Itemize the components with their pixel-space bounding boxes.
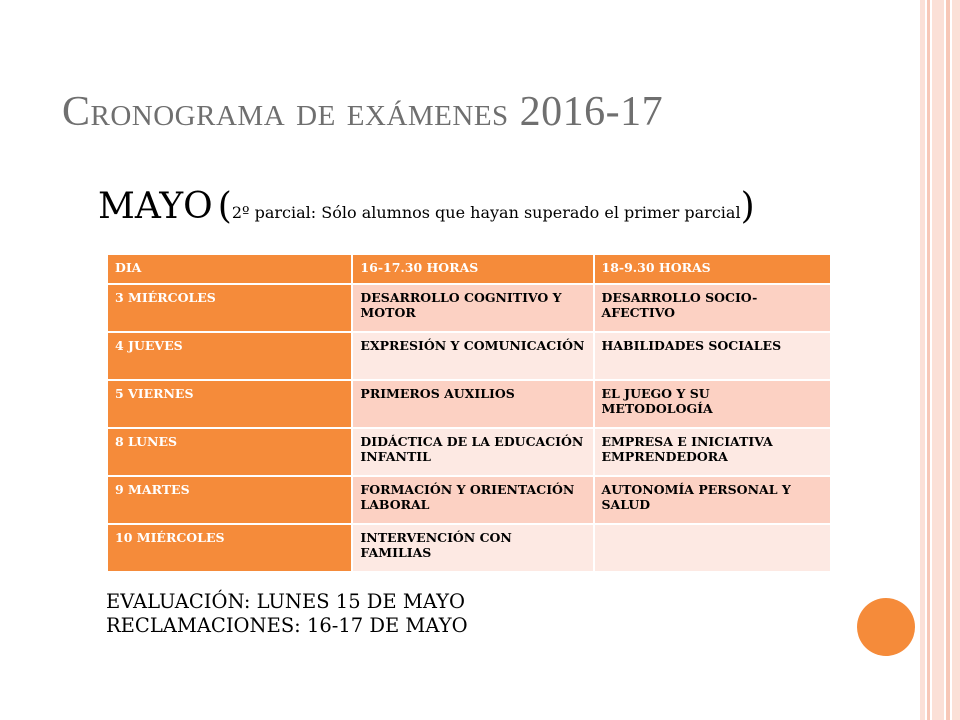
row-day: 3 MIÉRCOLES [107, 284, 352, 332]
row-day: 8 LUNES [107, 428, 352, 476]
table-row [107, 428, 831, 476]
table-row [107, 476, 831, 524]
decor-stripe-5 [952, 0, 960, 720]
subtitle-close-paren: ) [740, 186, 755, 227]
table-row [107, 380, 831, 428]
header-slot2: 18-9.30 HORAS [594, 254, 832, 284]
slide-subtitle [98, 186, 755, 227]
table-row [107, 524, 831, 572]
subtitle-open-paren: ( [217, 186, 232, 227]
row-slot2: HABILIDADES SOCIALES [594, 332, 832, 380]
row-slot2: AUTONOMÍA PERSONAL Y SALUD [594, 476, 832, 524]
row-slot2 [594, 524, 832, 572]
row-slot1: INTERVENCIÓN CON FAMILIAS [352, 524, 593, 572]
slide-title: Cronograma de exámenes 2016-17 [62, 89, 664, 135]
table-row [107, 284, 831, 332]
row-slot1: FORMACIÓN Y ORIENTACIÓN LABORAL [352, 476, 593, 524]
header-slot1: 16-17.30 HORAS [352, 254, 593, 284]
row-slot1: DESARROLLO COGNITIVO Y MOTOR [352, 284, 593, 332]
exam-schedule-table [106, 253, 832, 573]
header-day: DIA [107, 254, 352, 284]
row-slot1: EXPRESIÓN Y COMUNICACIÓN [352, 332, 593, 380]
subtitle-note: 2º parcial: Sólo alumnos que hayan superado el primer parcial [231, 203, 741, 222]
row-slot1: DIDÁCTICA DE LA EDUCACIÓN INFANTIL [352, 428, 593, 476]
row-slot2: EL JUEGO Y SU METODOLOGÍA [594, 380, 832, 428]
claims-dates: RECLAMACIONES: 16-17 DE MAYO [106, 614, 468, 638]
decor-stripe-4 [946, 0, 950, 720]
row-day: 4 JUEVES [107, 332, 352, 380]
row-day: 9 MARTES [107, 476, 352, 524]
row-slot1: PRIMEROS AUXILIOS [352, 380, 593, 428]
table-header-row [107, 254, 831, 284]
row-slot2: EMPRESA E INICIATIVA EMPRENDEDORA [594, 428, 832, 476]
row-slot2: DESARROLLO SOCIO-AFECTIVO [594, 284, 832, 332]
row-day: 10 MIÉRCOLES [107, 524, 352, 572]
decor-stripe-1 [920, 0, 925, 720]
subtitle-month: MAYO [98, 186, 213, 227]
row-day: 5 VIERNES [107, 380, 352, 428]
evaluation-date: EVALUACIÓN: LUNES 15 DE MAYO [106, 590, 465, 613]
table-row [107, 332, 831, 380]
decor-circle [857, 598, 915, 656]
decor-stripe-3 [932, 0, 944, 720]
footer-notes [106, 590, 468, 639]
decor-stripe-2 [927, 0, 930, 720]
